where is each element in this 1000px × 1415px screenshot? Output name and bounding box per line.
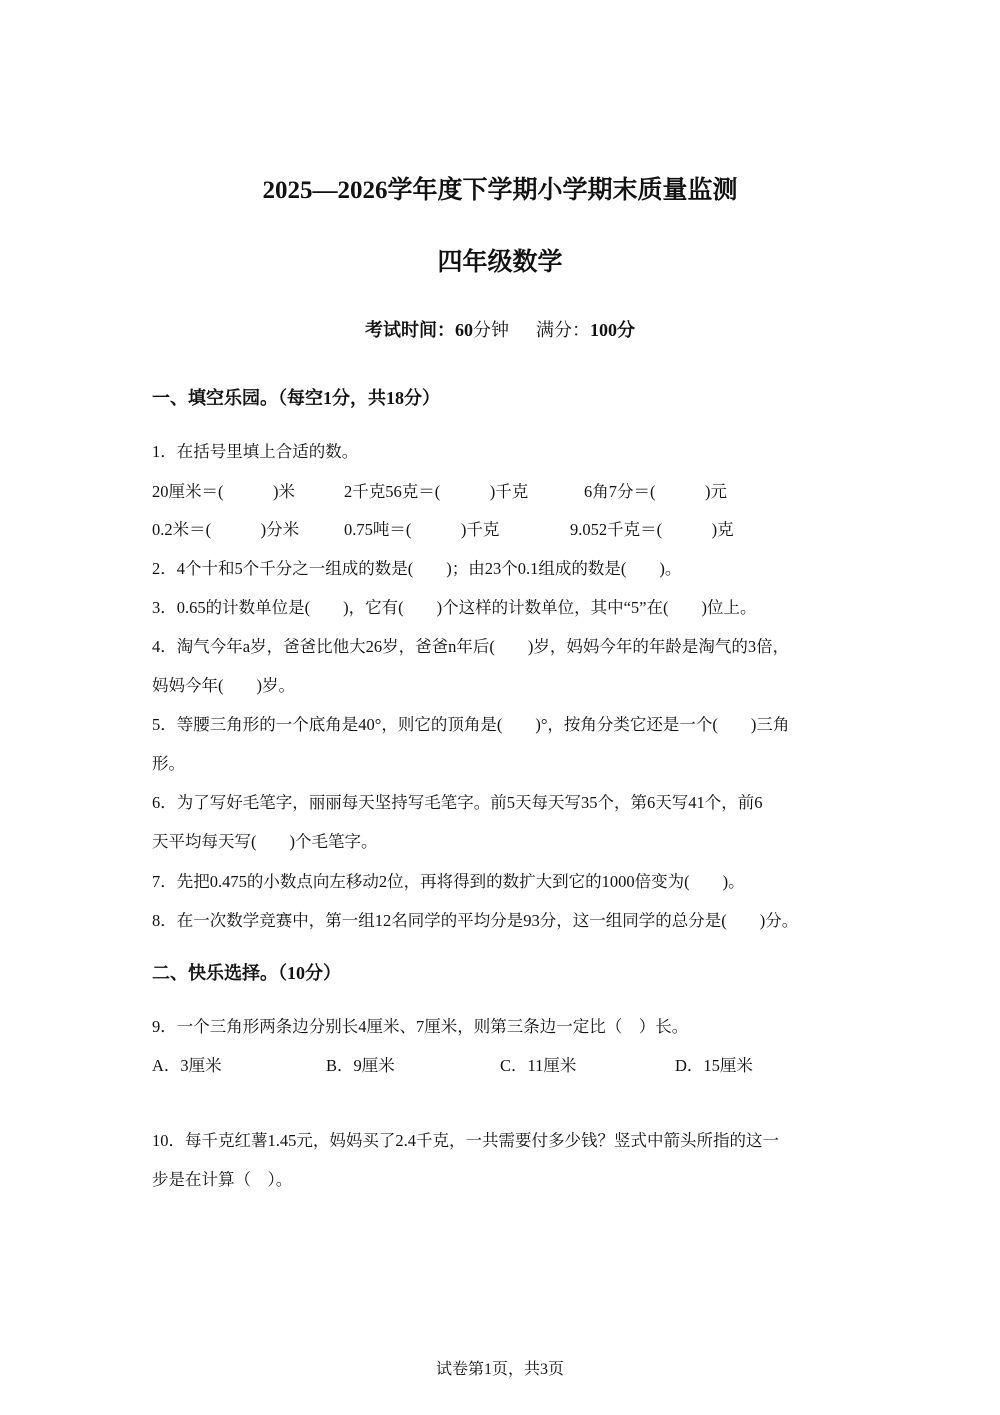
question-9-option-d: D．15厘米 <box>675 1056 753 1075</box>
question-1-row2-item3: 9.052千克＝( )克 <box>570 520 734 539</box>
full-score-value: 100 <box>590 320 617 340</box>
question-1-row2-item2: 0.75吨＝( )千克 <box>344 520 500 539</box>
question-3: 3．0.65的计数单位是( )，它有( )个这样的计数单位，其中“5”在( )位上。 <box>152 598 757 617</box>
question-1-row1-item3: 6角7分＝( )元 <box>584 482 727 501</box>
exam-info <box>0 316 1000 342</box>
question-9-option-c: C．11厘米 <box>500 1056 577 1075</box>
exam-time-value: 60 <box>455 320 473 340</box>
question-5-line1: 5．等腰三角形的一个底角是40°，则它的顶角是( )°，按角分类它还是一个( )三角 <box>152 715 790 734</box>
question-6-line1: 6．为了写好毛笔字，丽丽每天坚持写毛笔字。前5天每天写35个，第6天写41个，前6 <box>152 793 763 812</box>
question-7: 7．先把0.475的小数点向左移动2位，再将得到的数扩大到它的1000倍变为( )。 <box>152 872 745 891</box>
page-footer: 试卷第1页，共3页 <box>435 1361 564 1378</box>
question-1-row1-item1: 20厘米＝( )米 <box>152 482 295 501</box>
question-8: 8．在一次数学竞赛中，第一组12名同学的平均分是93分，这一组同学的总分是( )分。 <box>152 911 799 930</box>
question-1-row2-item1: 0.2米＝( )分米 <box>152 520 300 539</box>
question-4-line2: 妈妈今年( )岁。 <box>152 676 295 695</box>
question-9-prompt: 9．一个三角形两条边分别长4厘米、7厘米，则第三条边一定比（ ）长。 <box>152 1017 689 1036</box>
question-2: 2．4个十和5个千分之一组成的数是( )；由23个0.1组成的数是( )。 <box>152 559 682 578</box>
question-10-line1: 10．每千克红薯1.45元，妈妈买了2.4千克，一共需要付多少钱？竖式中箭头所指的这一 <box>152 1131 779 1150</box>
section-heading-fill-in: 一、填空乐园。（每空1分，共18分） <box>152 388 440 408</box>
question-5-line2: 形。 <box>152 754 185 773</box>
question-1-prompt: 1．在括号里填上合适的数。 <box>152 442 359 461</box>
question-6-line2: 天平均每天写( )个毛笔字。 <box>152 832 378 851</box>
question-9-option-a: A．3厘米 <box>152 1056 222 1075</box>
section-heading-choice: 二、快乐选择。（10分） <box>152 963 341 983</box>
question-4-line1: 4．淘气今年a岁，爸爸比他大26岁，爸爸n年后( )岁，妈妈今年的年龄是淘气的3倍， <box>152 637 790 656</box>
exam-time-label: 考试时间： <box>365 320 455 340</box>
full-score-label: 满分： <box>536 320 590 340</box>
page-subtitle: 四年级数学 <box>437 249 563 276</box>
full-score-unit: 分 <box>617 320 635 340</box>
page-title: 2025—2026学年度下学期小学期末质量监测 <box>262 177 738 204</box>
question-10-line2: 步是在计算（ ）。 <box>152 1170 293 1189</box>
question-1-row1-item2: 2千克56克＝( )千克 <box>344 482 529 501</box>
exam-time-unit: 分钟 <box>473 320 509 340</box>
question-9-option-b: B．9厘米 <box>326 1056 395 1075</box>
